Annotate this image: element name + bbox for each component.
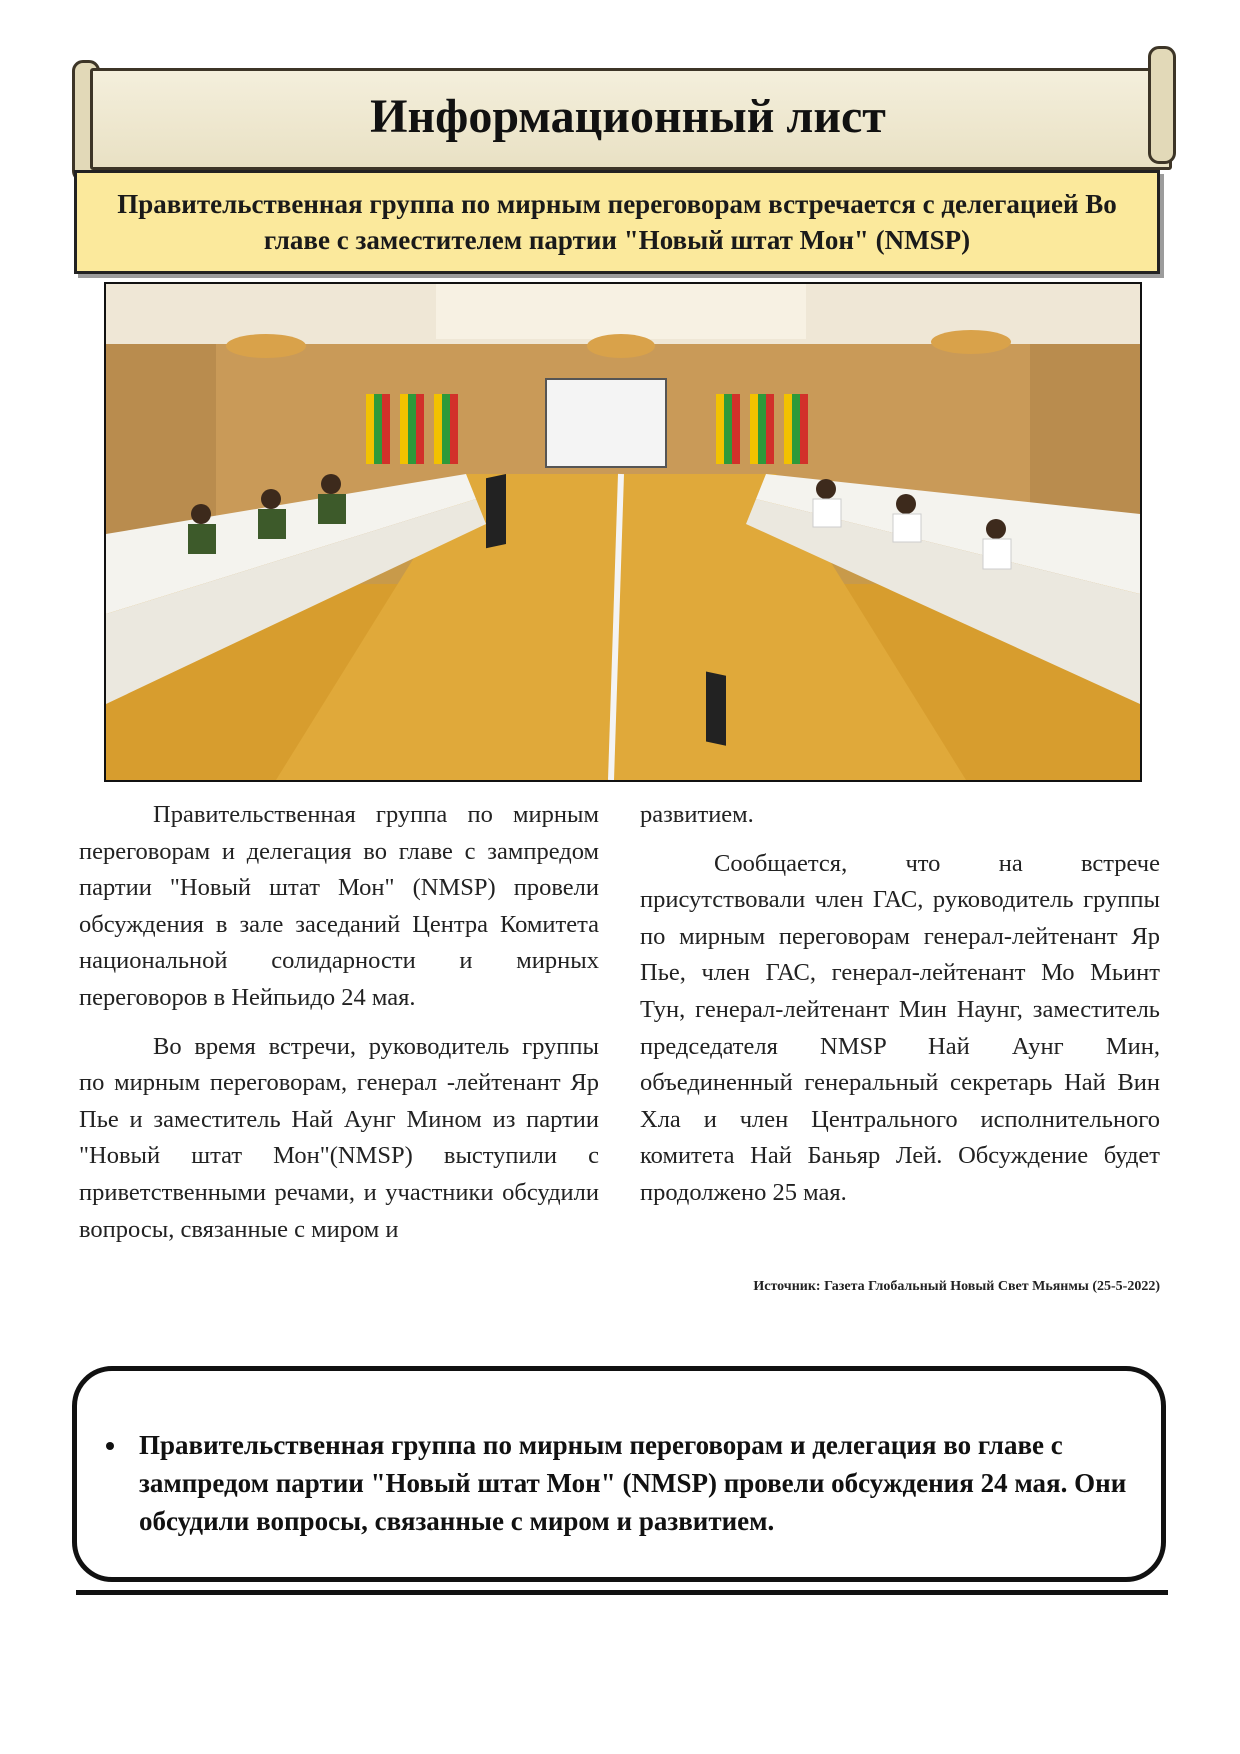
article-right-column [640,797,1160,1212]
article-paragraph: Сообщается, что на встрече присутствовали член ГАС, руководитель группы по мирным переговорам генерал-лейтенант Яр Пье, член ГАС, генерал-лейтенант Мо Мьинт Тун, генерал-лейтенант Мин Наунг, заместитель председателя NMSP Най Аунг Мин, объединенный генеральный секретарь Най Вин Хла и член Центрального исполнительного комитета Най Баньяр Лей. Обсуждение будет продолжено 25 мая. [640,849,1160,1206]
page-title: Информационный лист [370,89,886,143]
bottom-rule [76,1590,1168,1595]
meeting-room-photo [104,282,1142,782]
source-credit: Источник: Газета Глобальный Новый Свет Мьянмы (25-5-2022) [753,1279,1160,1294]
article-paragraph: Во время встречи, руководитель группы по мирным переговорам, генерал -лейтенант Яр Пье и заместитель Най Аунг Мином из партии "Новый штат Мон"(NMSP) выступили с приветственными речами, и участники обсудили вопросы, связанные с миром и [79,1032,599,1243]
article-left-column [79,797,599,1248]
summary-bullet: • Правительственная группа по мирным переговорам и делегация во главе с зампредом партии "Новый штат Мон" (NMSP) провели обсуждения 24 мая. Они обсудили вопросы, связанные с миром и развитием. [129,1426,1131,1540]
title-banner [72,54,1172,178]
summary-box [72,1366,1166,1582]
headline: Правительственная группа по мирным переговорам встречается с делегацией Во главе с заместителем партии "Новый штат Мон" (NMSP) [74,170,1160,274]
article-paragraph: Правительственная группа по мирным переговорам и делегация во главе с зампредом партии "Новый штат Мон" (NMSP) провели обсуждения в зале заседаний Центра Комитета национальной солидарности и мирных переговоров в Нейпьидо 24 мая. [79,801,599,1011]
article-continuation: развитием. [640,801,754,828]
